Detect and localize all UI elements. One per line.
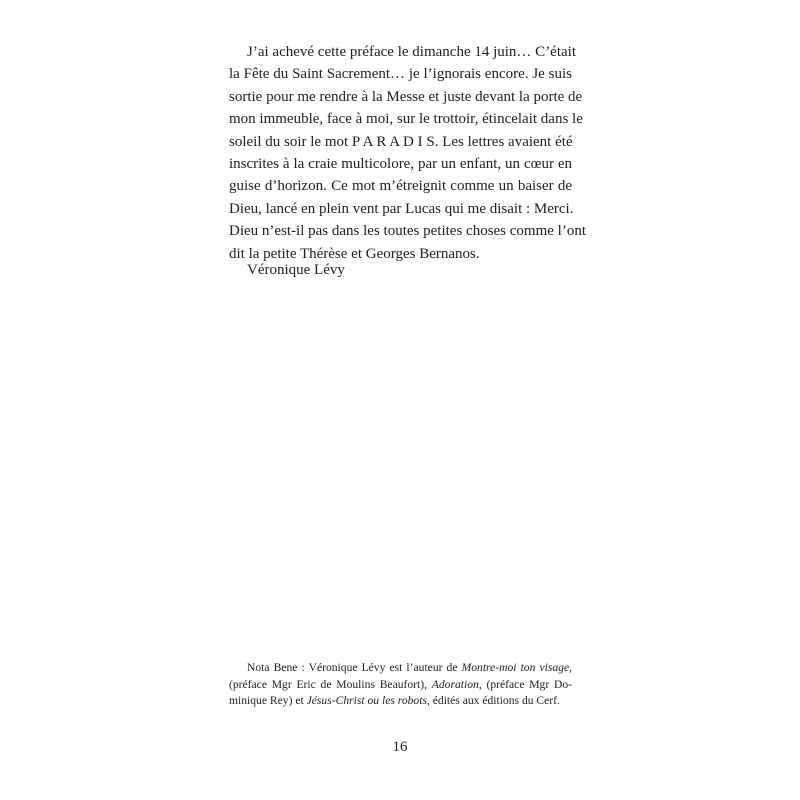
nota-bene-note [229, 660, 572, 710]
nota-text: (préface Mgr Eric de Moulins Beaufort), [229, 677, 432, 691]
preface-closing-paragraph [229, 41, 587, 265]
nota-text: , édités aux éditions du Cerf. [426, 694, 560, 707]
author-signature: Véronique Lévy [247, 262, 345, 278]
paragraph-line: J’ai achevé cette préface le dimanche 14 juin… C’était [247, 44, 577, 60]
nota-line [229, 660, 572, 677]
nota-text: , (préface Mgr Do- [478, 677, 573, 691]
page-number: 16 [392, 739, 408, 755]
nota-text: Nota Bene : Véronique Lévy est l’auteur de [247, 661, 462, 674]
paragraph-line: dit la petite Thérèse et Georges Bernanos. [229, 245, 480, 262]
paragraph-line: mon immeuble, face à moi, sur le trottoir, étincelait dans le [229, 111, 583, 128]
book-title: Adoration [431, 677, 479, 691]
paragraph-line: Dieu, lancé en plein vent par Lucas qui me disait : Merci. [229, 200, 574, 217]
nota-text: minique Rey) et [229, 694, 307, 707]
book-title: Jésus-Christ ou les robots [306, 694, 427, 707]
paragraph-line: guise d’horizon. Ce mot m’étreignit comme un baiser de [229, 178, 572, 195]
paragraph-line: Dieu n’est-il pas dans les toutes petites choses comme l’ont [229, 223, 587, 240]
nota-line [229, 677, 572, 694]
paragraph-line: inscrites à la craie multicolore, par un enfant, un cœur en [229, 156, 572, 173]
nota-text: , [569, 661, 572, 674]
nota-line [229, 693, 572, 710]
paragraph-line: la Fête du Saint Sacrement… je l’ignorais encore. Je suis [229, 66, 572, 83]
paragraph-line: sortie pour me rendre à la Messe et juste devant la porte de [229, 88, 583, 105]
paragraph-line: soleil du soir le mot P A R A D I S. Les lettres avaient été [229, 133, 573, 150]
book-title: Montre-moi ton visage [461, 661, 570, 674]
